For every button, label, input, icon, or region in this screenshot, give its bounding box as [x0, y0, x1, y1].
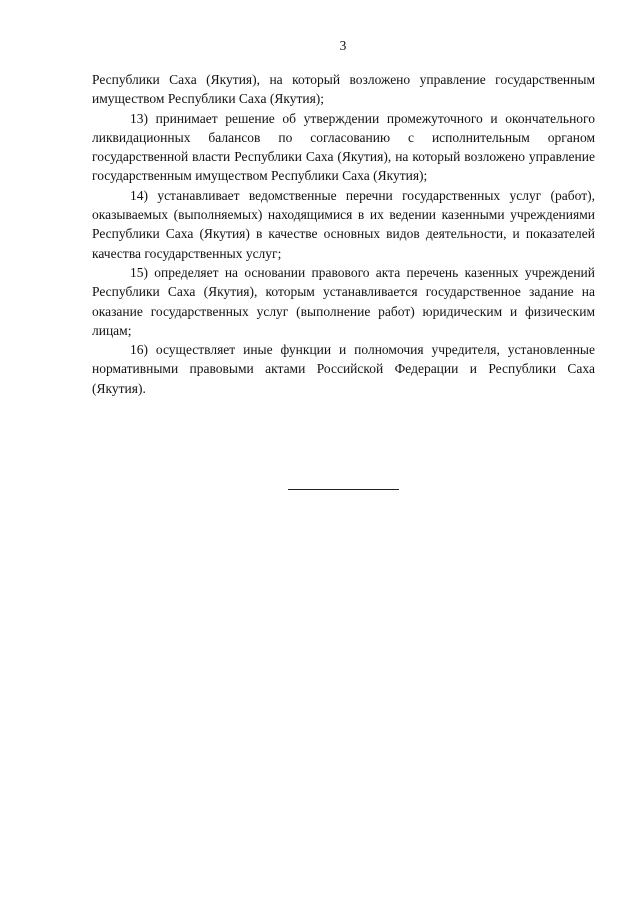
- paragraph-item-13: 13) принимает решение об утверждении промежуточного и окончательного ликвидационных балансов по согласованию с исполнительным органом государственной власти Республики Саха (Якутия), на который возложено управление государственным имуществом Республики Саха (Якутия);: [92, 110, 595, 184]
- paragraph-item-16: 16) осуществляет иные функции и полномочия учредителя, установленные нормативными правовыми актами Российской Федерации и Республики Саха (Якутия).: [92, 342, 595, 396]
- paragraph-item-14: 14) устанавливает ведомственные перечни государственных услуг (работ), оказываемых (выполняемых) находящимися в их ведении казенными учреждениями Республики Саха (Якутия) в качестве основных видов деятельности, и показателей качества государственных услуг;: [92, 187, 595, 261]
- document-body: [92, 70, 595, 398]
- end-of-document-rule: [288, 489, 399, 490]
- paragraph-item-15: 15) определяет на основании правового акта перечень казенных учреждений Республики Саха (Якутия), которым устанавливается государственное задание на оказание государственных услуг (выполнение работ) юридическим и физическим лицам;: [92, 264, 595, 338]
- page-number: 3: [339, 38, 347, 53]
- paragraph-continuation: Республики Саха (Якутия), на который возложено управление государственным имуществом Республики Саха (Якутия);: [92, 72, 595, 107]
